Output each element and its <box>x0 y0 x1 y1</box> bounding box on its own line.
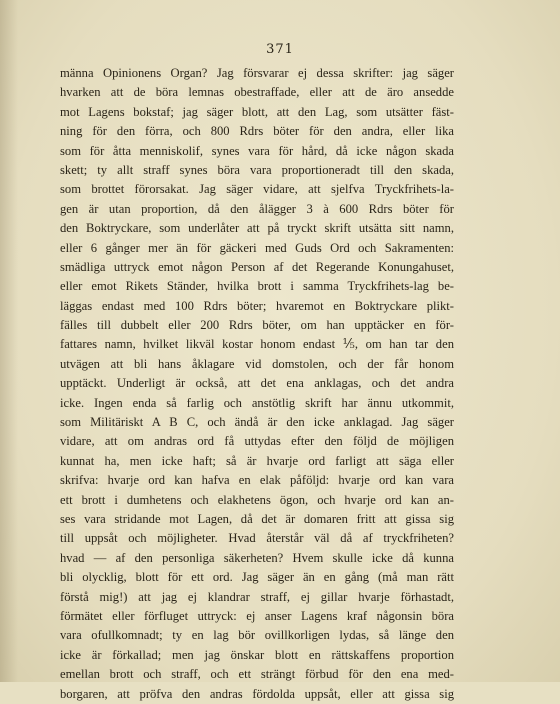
text-line: kunnat ha, men icke haft; så är hvarje ord farligt att säga eller <box>60 453 454 468</box>
text-line: männa Opinionens Organ? Jag försvarar ej dessa skrifter: jag säger <box>60 66 454 80</box>
page-fold-shadow <box>0 0 18 682</box>
text-line: vidare, att om andras ord få uttydas efter den följd de möjligen <box>60 434 454 449</box>
text-line: smädliga uttryck emot någon Person af det Regerande Konungahuset, <box>60 259 454 274</box>
text-line: skett; ty allt straff synes böra vara proportioneradt till den skada, <box>60 162 454 177</box>
text-line: hvad — af den personliga säkerheten? Hvem skulle icke då kunna <box>60 550 454 565</box>
text-line: hvarken att de böra lemnas obestraffade, eller att de äro ansedde <box>60 85 454 100</box>
text-line: borgaren, att pröfva den andras fördolda uppsåt, eller att gissa sig <box>60 686 454 701</box>
text-line: eller 6 gånger mer än för gäckeri med Guds Ord och Sakramenten: <box>60 240 454 255</box>
body-text <box>60 64 454 704</box>
text-line: skrifva: hvarje ord kan hafva en elak påföljd: hvarje ord kan vara <box>60 473 454 488</box>
text-line: fattares namn, hvilket likväl kostar honom endast ⅕, om han tar den <box>60 337 454 352</box>
text-line: vara ofullkomnadt; ty en lag bör ovillkorligen lydas, så länge den <box>60 628 454 643</box>
text-line: gen är utan proportion, då den ålägger 3 à 600 Rdrs böter för <box>60 201 454 216</box>
page-number: 371 <box>266 42 294 57</box>
text-line: som brottet förorsakat. Jag säger vidare, att sjelfva Tryckfrihets-la- <box>60 182 454 197</box>
text-line: upptäckt. Underligt är också, att det ena anklagas, och det andra <box>60 376 454 391</box>
text-line: emellan brott och straff, och ett strängt förbud för den ena med- <box>60 667 454 682</box>
text-line: ses vara stridande mot Lagen, då det är domaren fritt att gissa sig <box>60 511 454 526</box>
text-line: som Militäriskt A B C, och ändå är den icke anklagad. Jag säger <box>60 415 454 430</box>
text-line: mot Lagens bokstaf; jag säger blott, att den Lag, som utsätter fäst- <box>60 104 454 119</box>
text-line: bli olycklig, blott för ett ord. Jag säger än en gång (må man rätt <box>60 570 454 585</box>
text-line: som för åtta menniskolif, synes vara för hård, då icke någon skada <box>60 143 454 158</box>
text-line: eller emot Rikets Ständer, hvilka brott i samma Tryckfrihets-lag be- <box>60 279 454 294</box>
text-line: förstå mig!) att jag ej klandrar straff, ej gillar hvarje förhastadt, <box>60 589 454 604</box>
text-line: ett brott i dumhetens och elakhetens ögon, och hvarje ord kan an- <box>60 492 454 507</box>
text-line: förmätet eller förfluget uttryck: ej anser Lagens kraf någonsin böra <box>60 608 454 623</box>
text-line: icke. Ingen enda så farlig och anstötlig skrift har ännu utkommit, <box>60 395 454 410</box>
text-line: ning för den förra, och 800 Rdrs böter för den andra, eller lika <box>60 124 454 139</box>
text-line: utvägen att bli hans åklagare vid domstolen, och der får honom <box>60 356 454 371</box>
text-line: till uppsåt och möjligheter. Hvad återstår väl då af tryckfriheten? <box>60 531 454 546</box>
text-line: fälles till dubbelt eller 200 Rdrs böter, om han upptäcker en för- <box>60 318 454 333</box>
text-line: icke är förkallad; men jag önskar blott en rättskaffens proportion <box>60 647 454 662</box>
text-line: den Boktryckare, som underlåter att på tryckt skrift utsätta sitt namn, <box>60 221 454 236</box>
text-line: läggas endast med 100 Rdrs böter; hvaremot en Boktryckare plikt- <box>60 298 454 313</box>
